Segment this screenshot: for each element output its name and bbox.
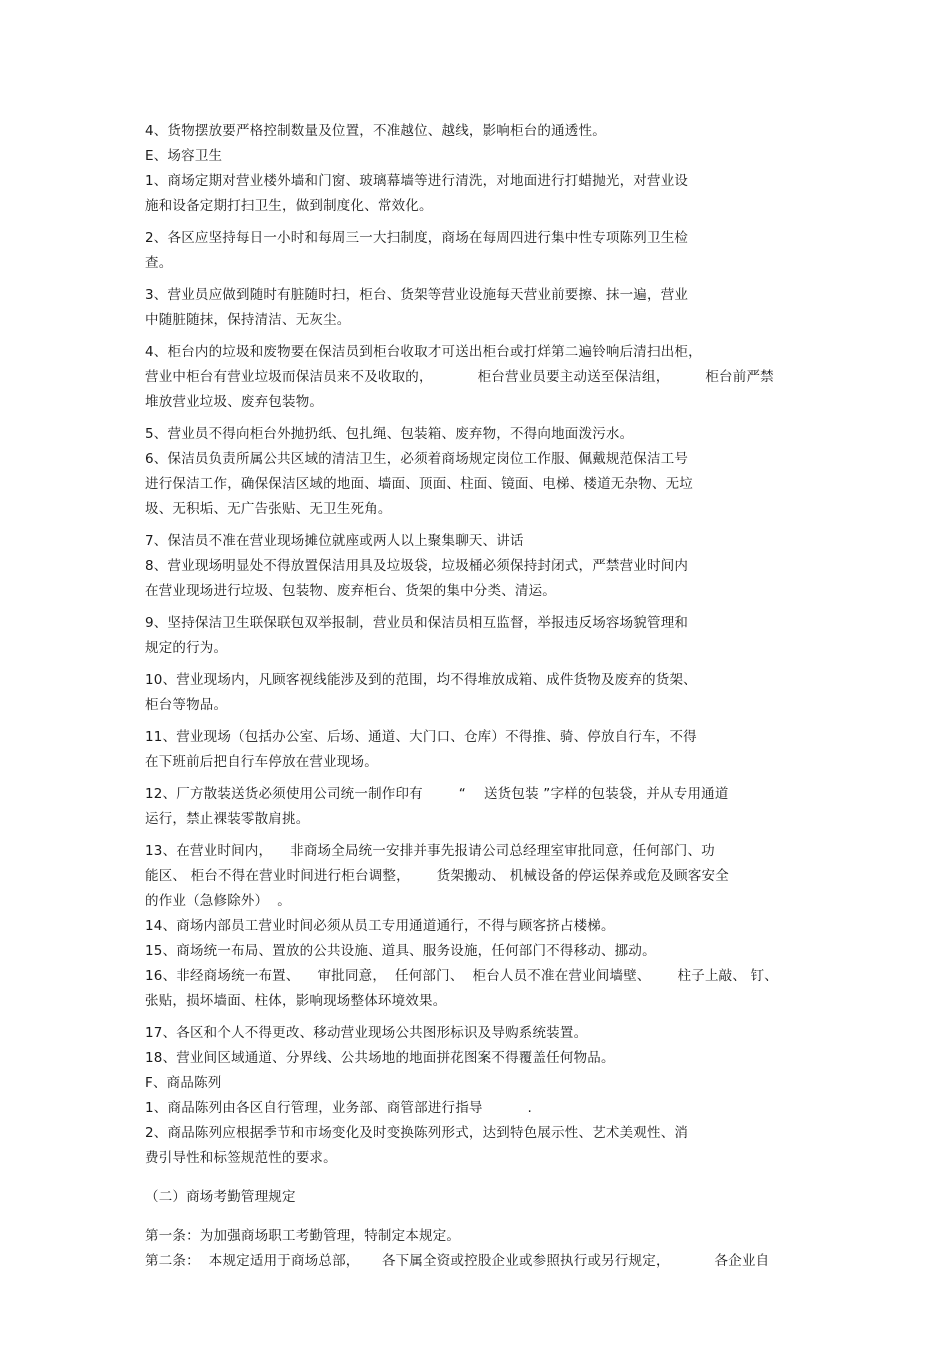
item-line: 18、营业间区域通道、分界线、公共场地的地面拼花图案不得覆盖任何物品。	[145, 1050, 615, 1066]
item-line: 13、在营业时间内， 非商场全局统一安排并事先报请公司总经理室审批同意，任何部门、功	[145, 843, 715, 859]
article-line: 第二条： 本规定适用于商场总部， 各下属全资或控股企业或参照执行或另行规定， 各企业自	[145, 1253, 770, 1269]
item-line: 10、营业现场内，凡顾客视线能涉及到的范围，均不得堆放成箱、成件货物及废弃的货架、	[145, 672, 697, 688]
item-line: 的作业（急修除外） 。	[145, 893, 291, 909]
item-line: 运行，禁止裸装零散肩挑。	[145, 811, 310, 827]
item-line: 柜台等物品。	[145, 697, 228, 713]
item-line: 9、坚持保洁卫生联保联包双举报制，营业员和保洁员相互监督，举报违反场容场貌管理和	[145, 615, 689, 631]
section-heading: F、商品陈列	[145, 1075, 222, 1091]
item-line: 能区、 柜台不得在营业时间进行柜台调整， 货架搬动、 机械设备的停运保养或危及顾客安全	[145, 868, 729, 884]
item-line: 圾、无积垢、无广告张贴、无卫生死角。	[145, 501, 392, 517]
item-line: 进行保洁工作，确保保洁区域的地面、墙面、顶面、柱面、镜面、电梯、楼道无杂物、无垃	[145, 476, 693, 492]
item-line: 4、货物摆放要严格控制数量及位置，不准越位、越线，影响柜台的通透性。	[145, 123, 606, 139]
item-line: 1、商场定期对营业楼外墙和门窗、玻璃幕墙等进行清洗，对地面进行打蜡抛光，对营业设	[145, 173, 689, 189]
item-line: 2、商品陈列应根据季节和市场变化及时变换陈列形式，达到特色展示性、艺术美观性、消	[145, 1125, 689, 1141]
item-line: 1、商品陈列由各区自行管理，业务部、商管部进行指导 .	[145, 1100, 532, 1116]
item-line: 5、营业员不得向柜台外抛扔纸、包扎绳、包装箱、废弃物，不得向地面泼污水。	[145, 426, 634, 442]
item-line: 16、非经商场统一布置、 审批同意， 任何部门、 柜台人员不准在营业间墙壁、 柱子上敲、 钉、	[145, 968, 778, 984]
item-line: 8、营业现场明显处不得放置保洁用具及垃圾袋，垃圾桶必须保持封闭式，严禁营业时间内	[145, 558, 689, 574]
item-line: 11、营业现场（包括办公室、后场、通道、大门口、仓库）不得推、骑、停放自行车，不得	[145, 729, 697, 745]
item-line: 规定的行为。	[145, 640, 228, 656]
item-line: 堆放营业垃圾、废弃包装物。	[145, 394, 324, 410]
item-line: 7、保洁员不准在营业现场摊位就座或两人以上聚集聊天、讲话	[145, 533, 524, 549]
item-line: 3、营业员应做到随时有脏随时扫，柜台、货架等营业设施每天营业前要擦、抹一遍，营业	[145, 287, 689, 303]
item-line: 4、柜台内的垃圾和废物要在保洁员到柜台收取才可送出柜台或打烊第二遍铃响后清扫出柜，	[145, 344, 702, 360]
document-body	[145, 119, 825, 1274]
item-line: 查。	[145, 255, 173, 271]
item-line: 2、各区应坚持每日一小时和每周三一大扫制度，商场在每周四进行集中性专项陈列卫生检	[145, 230, 689, 246]
item-line: 14、商场内部员工营业时间必须从员工专用通道通行，不得与顾客挤占楼梯。	[145, 918, 615, 934]
item-line: 中随脏随抹，保持清洁、无灰尘。	[145, 312, 351, 328]
item-line: 12、厂方散装送货必须使用公司统一制作印有 “ 送货包装 ”字样的包装袋，并从专用通道	[145, 786, 729, 802]
item-line: 费引导性和标签规范性的要求。	[145, 1150, 337, 1166]
item-line: 6、保洁员负责所属公共区域的清洁卫生，必须着商场规定岗位工作服、佩戴规范保洁工号	[145, 451, 689, 467]
item-line: 在营业现场进行垃圾、包装物、废弃柜台、货架的集中分类、清运。	[145, 583, 556, 599]
item-line: 营业中柜台有营业垃圾而保洁员来不及收取的， 柜台营业员要主动送至保洁组， 柜台前严禁	[145, 369, 774, 385]
item-line: 在下班前后把自行车停放在营业现场。	[145, 754, 378, 770]
section-heading: E、场容卫生	[145, 148, 223, 164]
item-line: 17、各区和个人不得更改、移动营业现场公共图形标识及导购系统装置。	[145, 1025, 588, 1041]
article-line: 第一条：为加强商场职工考勤管理，特制定本规定。	[145, 1228, 461, 1244]
item-line: 15、商场统一布局、置放的公共设施、道具、服务设施，任何部门不得移动、挪动。	[145, 943, 656, 959]
item-line: 张贴，损坏墙面、柱体，影响现场整体环境效果。	[145, 993, 447, 1009]
chapter-heading: （二）商场考勤管理规定	[145, 1189, 296, 1205]
item-line: 施和设备定期打扫卫生，做到制度化、常效化。	[145, 198, 433, 214]
